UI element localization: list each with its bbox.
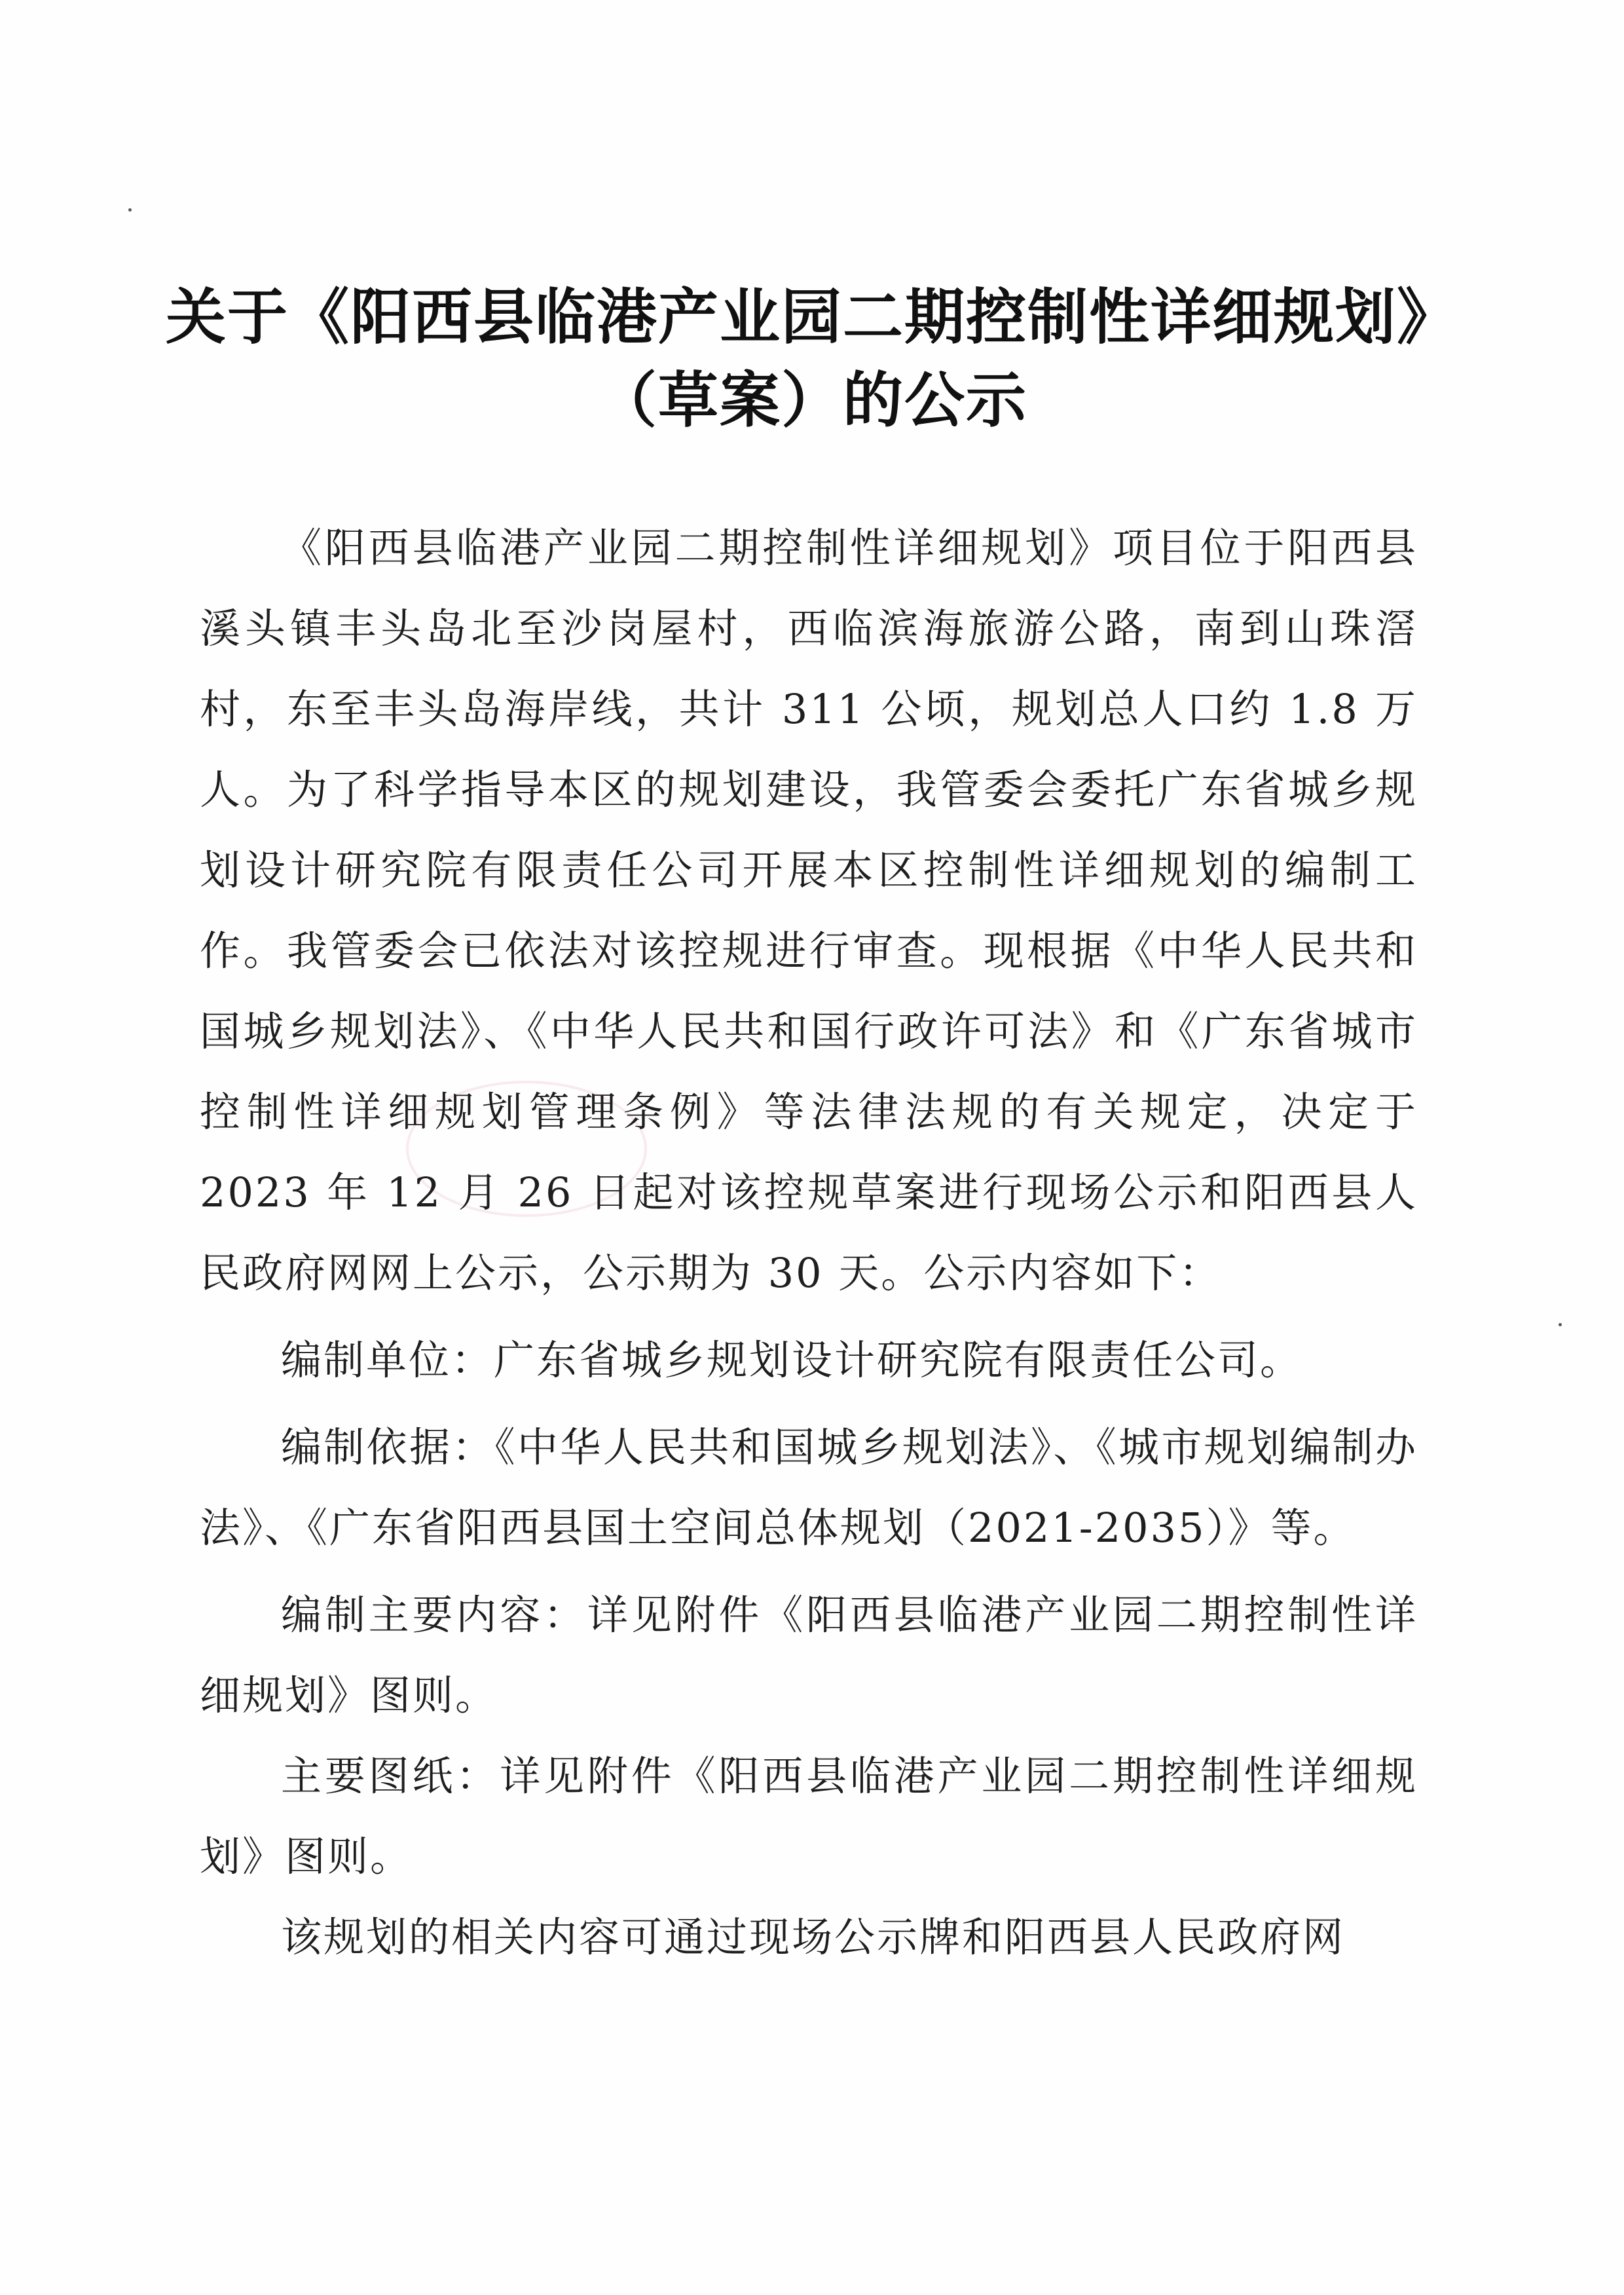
paragraph-main-drawings: 主要图纸：详见附件《阳西县临港产业园二期控制性详细规划》图则。	[200, 1752, 1418, 1880]
paragraph-main-content: 编制主要内容：详见附件《阳西县临港产业园二期控制性详细规划》图则。	[200, 1591, 1418, 1719]
paragraph-basis: 编制依据：《中华人民共和国城乡规划法》、《城市规划编制办法》、《广东省阳西县国土空间总体规划（2021-2035）》等。	[200, 1423, 1418, 1552]
scan-speck	[1559, 1323, 1562, 1326]
paragraph-compiler: 编制单位：广东省城乡规划设计研究院有限责任公司。	[281, 1336, 1303, 1384]
paragraph-access: 该规划的相关内容可通过现场公示牌和阳西县人民政府网	[281, 1913, 1346, 1961]
document-body	[200, 508, 1418, 1977]
document-title-line-2: （草案）的公示	[596, 365, 1027, 436]
scan-speck	[128, 208, 132, 212]
paragraph-intro: 《阳西县临港产业园二期控制性详细规划》项目位于阳西县溪头镇丰头岛北至沙岗屋村，西临滨海旅游公路，南到山珠滘村，东至丰头岛海岸线，共计 311 公顷，规划总人口约 1.8 万人。为了科学指导本区的规划建设，我管委会委托广东省城乡规划设计研究院有限责任公司开展本区控制性详细规划的编制工作。我管委会已依法对该控规进行审查。现根据《中华人民共和国城乡规划法》、《中华人民共和国行政许可法》和《广东省城市控制性详细规划管理条例》等法律法规的有关规定，决定于 2023 年 12 月 26 日起对该控规草案进行现场公示和阳西县人民政府网网上公示，公示期为 30 天。公示内容如下：	[200, 524, 1418, 1297]
document-title-line-1: 关于《阳西县临港产业园二期控制性详细规划》	[165, 282, 1458, 352]
